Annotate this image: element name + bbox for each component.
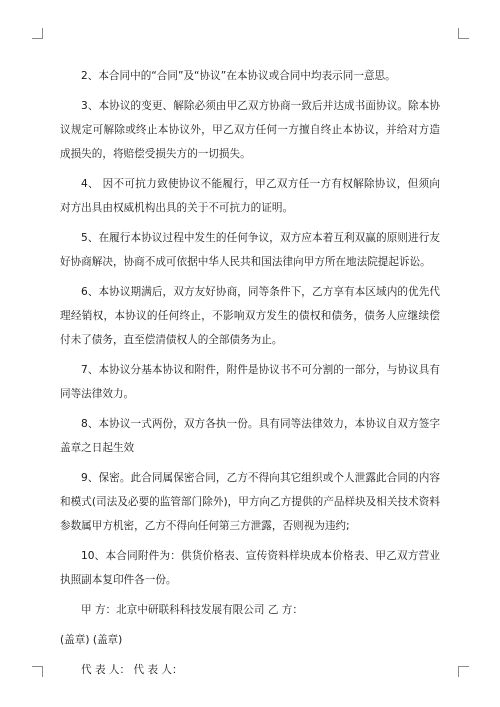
- clause-4: 4、 因不可抗力致使协议不能履行，甲乙双方任一方有权解除协议，但须向对方出具由权威机构出具的关于不可抗力的证明。: [60, 178, 440, 214]
- clause-5: 5、在履行本协议过程中发生的任何争议，双方应本着互利双赢的原则进行友好协商解决，协商不成可依据中华人民共和国法律向甲方所在地法院提起诉讼。: [60, 232, 440, 268]
- clause-9: 9、保密。此合同属保密合同，乙方不得向其它组织或个人泄露此合同的内容和模式(司法及必要的监管部门除外)，甲方向乙方提供的产品样块及相关技术资料参数属甲方机密，乙方不得向任何第三方泄露，否则视为违约;: [60, 472, 440, 532]
- clause-6: 6、本协议期满后，双方友好协商，同等条件下，乙方享有本区域内的优先代理经销权，本协议的任何终止，不影响双方发生的债权和债务，债务人应继续偿付未了债务，直至偿清债权人的全部债务为止。: [60, 286, 440, 346]
- crop-mark-top-left: [32, 28, 43, 39]
- clause-8: 8、本协议一式两份，双方各执一份。具有同等法律效力，本协议自双方签字盖章之日起生效: [60, 418, 440, 454]
- contract-body: [60, 64, 440, 688]
- parties-line: 甲 方：北京中研联科科技发展有限公司 乙 方：: [81, 604, 303, 616]
- clause-2: 2、本合同中的“合同”及“协议”在本协议或合同中均表示同一意思。: [81, 70, 396, 82]
- seal-line: (盖章) (盖章): [60, 634, 123, 646]
- representatives-line: 代 表 人： 代 表 人：: [81, 664, 183, 676]
- crop-mark-top-right: [458, 28, 469, 39]
- clause-7: 7、本协议分基本协议和附件，附件是协议书不可分割的一部分，与协议具有同等法律效力。: [60, 364, 440, 400]
- clause-10: 10、本合同附件为：供货价格表、宣传资料样块成本价格表、甲乙双方营业执照副本复印件各一份。: [60, 550, 440, 586]
- crop-mark-bottom-left: [32, 666, 43, 677]
- crop-mark-bottom-right: [458, 666, 469, 677]
- clause-3: 3、本协议的变更、解除必须由甲乙双方协商一致后并达成书面协议。除本协议规定可解除或终止本协议外，甲乙双方任何一方擅自终止本协议，并给对方造成损失的，将赔偿受损失方的一切损失。: [60, 100, 440, 160]
